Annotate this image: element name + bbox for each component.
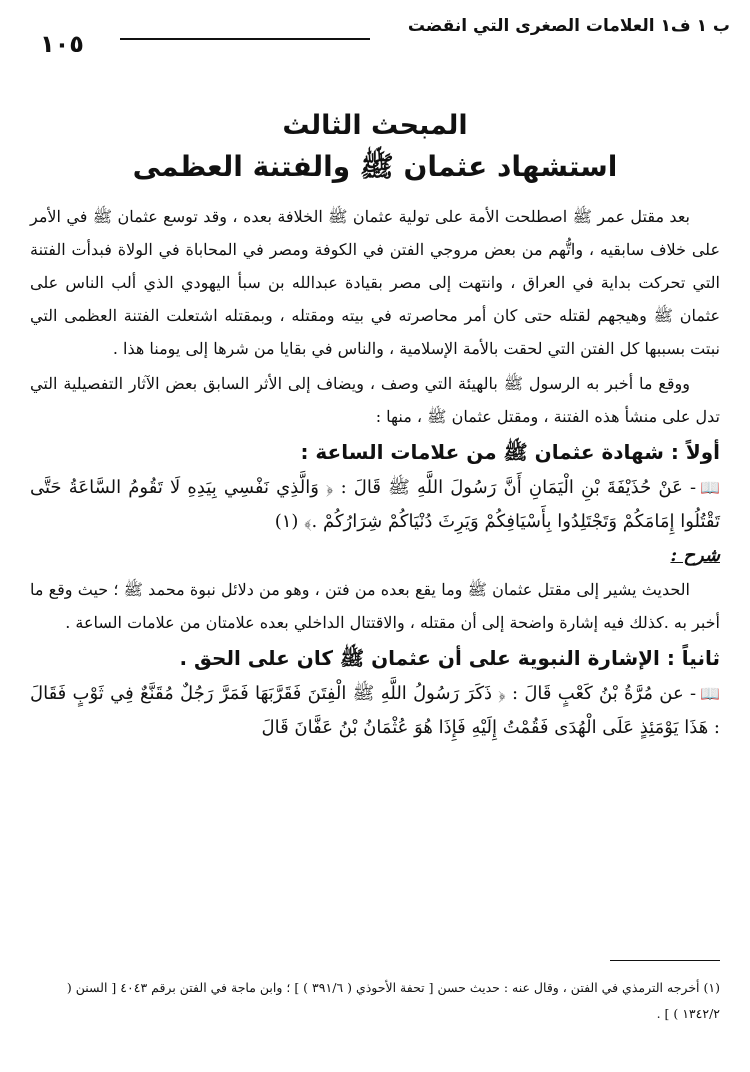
header-rule bbox=[120, 38, 370, 40]
footnote-rule bbox=[610, 960, 720, 961]
section-one-hadith-text: - عَنْ حُذَيْفَةَ بْنِ الْيَمَانِ أَنَّ رَسُولَ اللَّهِ ﷺ قَالَ : ﴿ وَالَّذِي نَفْسِي بِيَدِهِ لَا تَقُومُ السَّاعَةُ حَتَّى تَقْتُلُوا إِمَامَكُمْ وَتَجْتَلِدُوا بِأَسْيَافِكُمْ وَيَرِثَ دُنْيَاكُمْ شِرَارُكُمْ .﴾ (١) bbox=[30, 477, 720, 532]
chapter-title: المبحث الثالث bbox=[282, 110, 468, 141]
open-book-icon: 📖 bbox=[700, 478, 720, 497]
section-two-hadith-text: - عن مُرَّةُ بْنُ كَعْبٍ قَالَ : ﴿ ذَكَرَ رَسُولُ اللَّهِ ﷺ الْفِتَنَ فَقَرَّبَهَا فَمَرَّ رَجُلٌ مُقَنَّعٌ فِي ثَوْبٍ فَقَالَ : هَذَا يَوْمَئِذٍ عَلَى الْهُدَى فَقُمْتُ إِلَيْهِ فَإِذَا هُوَ عُثْمَانُ بْنُ عَفَّانَ قَالَ bbox=[30, 683, 720, 738]
section-one-hadith bbox=[30, 471, 720, 539]
chapter-heading bbox=[40, 110, 710, 194]
running-head: ب ١ ف١ العلامات الصغرى التي انقضت bbox=[407, 16, 730, 36]
body-text bbox=[30, 200, 720, 745]
open-book-icon: 📖 bbox=[700, 684, 720, 703]
section-one-title: أولاً : شهادة عثمان ﷺ من علامات الساعة : bbox=[300, 440, 720, 464]
sharh-paragraph: الحديث يشير إلى مقتل عثمان ﷺ وما يقع بعده من فتن ، وهو من دلائل نبوة محمد ﷺ ؛ حيث وقع ما أخبر به .كذلك فيه إشارة واضحة إلى أن مقتله ، والاقتتال الداخلي بعده علامتان من علامات الساعة . bbox=[30, 580, 720, 632]
page-number: ١٠٥ bbox=[40, 30, 84, 58]
second-paragraph: ووقع ما أخبر به الرسول ﷺ بالهيئة التي وصف ، ويضاف إلى الأثر السابق بعض الآثار التفصيلية التي تدل على منشأ هذه الفتنة ، ومقتل عثمان ﷺ ، منها : bbox=[30, 374, 720, 426]
page-header bbox=[40, 10, 730, 58]
section-two-title: ثانياً : الإشارة النبوية على أن عثمان ﷺ كان على الحق . bbox=[179, 646, 720, 670]
chapter-subtitle: استشهاد عثمان ﷺ والفتنة العظمى bbox=[132, 150, 618, 183]
intro-paragraph: بعد مقتل عمر ﷺ اصطلحت الأمة على تولية عثمان ﷺ الخلافة بعده ، وقد توسع عثمان ﷺ في الأمر على خلاف سابقيه ، واتُّهم من بعض مروجي الفتن في الكوفة ومصر في المحاباة في الولاة فبدأت الفتنة التي تحركت بداية في العراق ، وانتهت إلى مصر بقيادة عبدالله بن سبأ اليهودي الذي ألب الناس على عثمان ﷺ وهيجهم لقتله حتى كان أمر محاصرته في بيته ومقتله ، وبمقتله اشتعلت الفتنة العظمى التي نبتت بسببها كل الفتن التي لحقت بالأمة الإسلامية ، والناس في بقايا من شرها إلى يومنا هذا . bbox=[30, 207, 721, 358]
footnote: (١) أخرجه الترمذي في الفتن ، وقال عنه : حديث حسن [ تحفة الأحوذي ( ٣٩١/٦ ) ] ؛ وابن ماجة في الفتن برقم ٤٠٤٣ [ السنن ( ١٣٤٢/٢ ) ] . bbox=[66, 980, 720, 1021]
sharh-label: شرح : bbox=[670, 545, 720, 566]
section-two-hadith bbox=[30, 677, 720, 745]
